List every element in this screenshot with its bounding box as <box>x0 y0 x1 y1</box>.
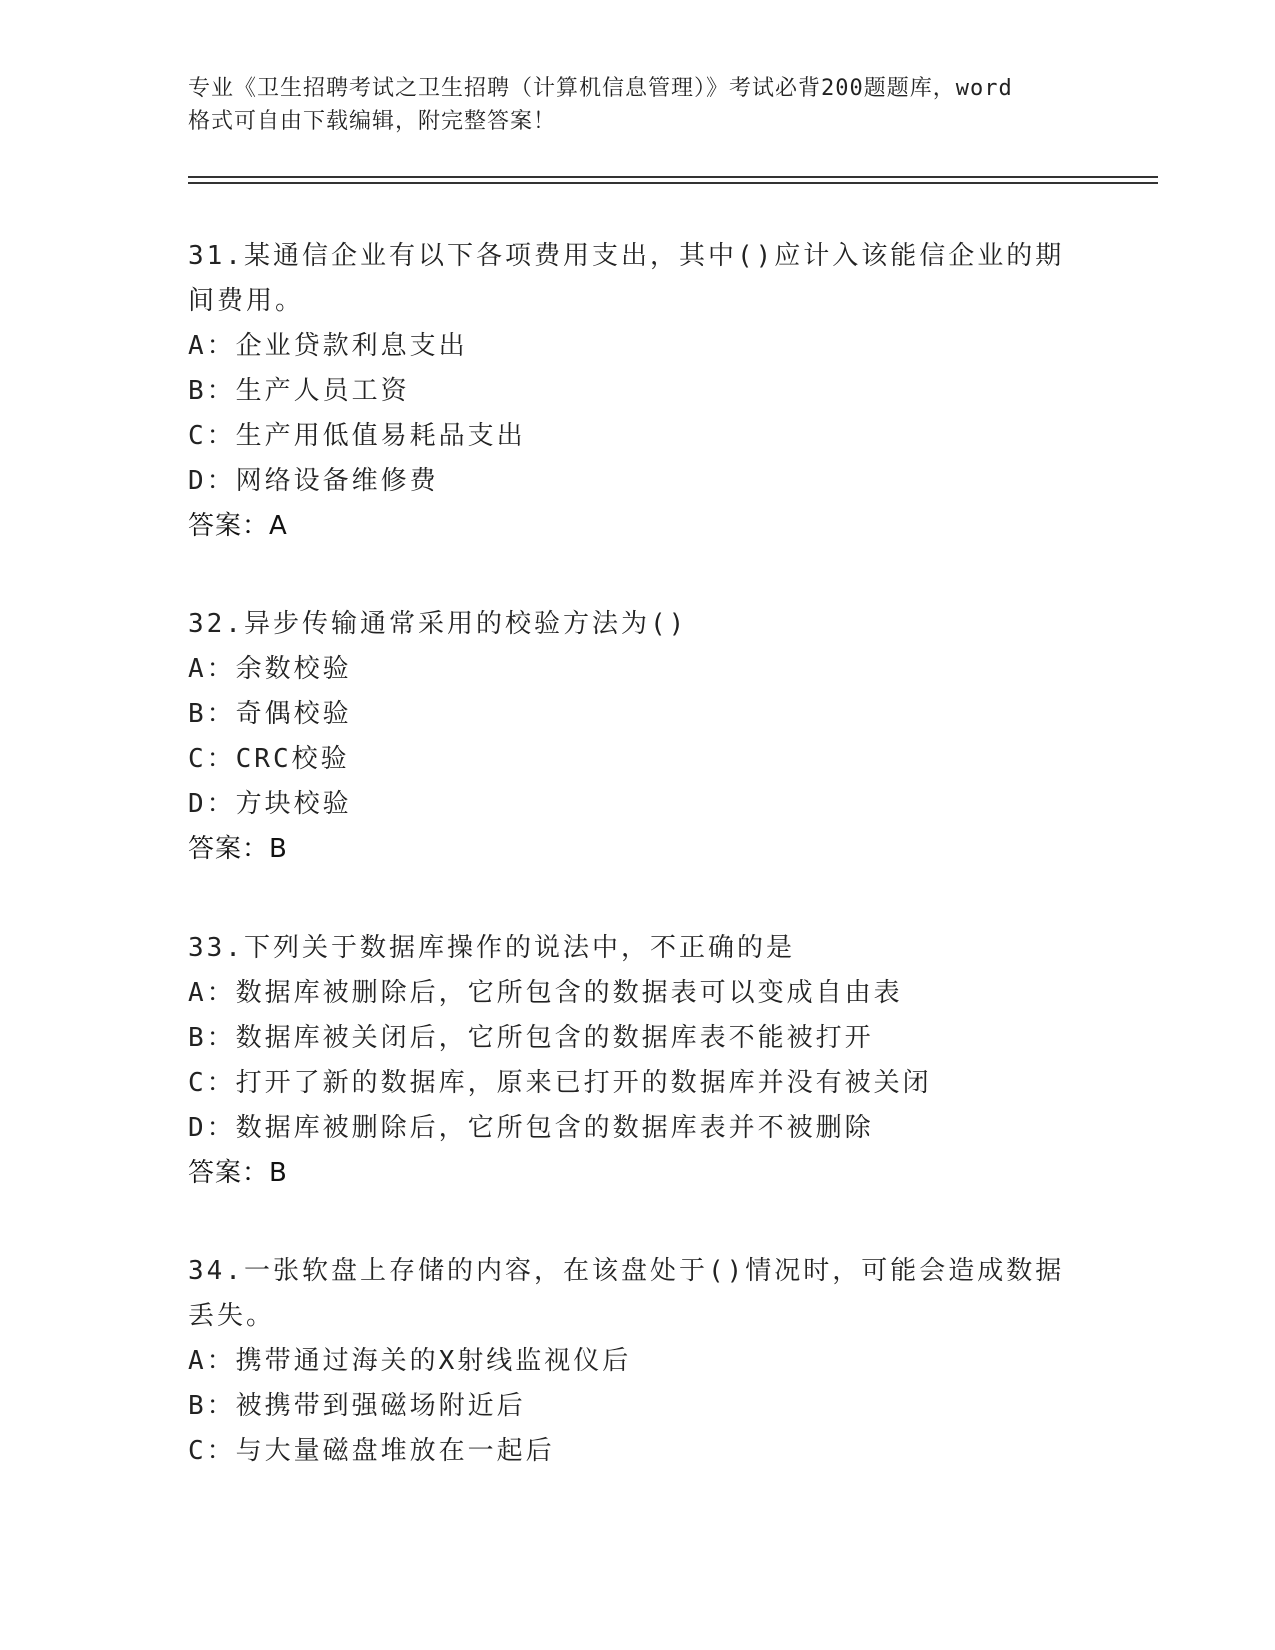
answer-label: 答案：B <box>188 834 288 864</box>
option-a: A：数据库被删除后，它所包含的数据表可以变成自由表 <box>188 978 903 1008</box>
question-32 <box>188 602 1088 872</box>
option-a: A：携带通过海关的X射线监视仪后 <box>188 1346 632 1376</box>
answer-label: 答案：B <box>188 1158 288 1188</box>
question-stem: 33.下列关于数据库操作的说法中，不正确的是 <box>188 933 795 963</box>
option-c: C：打开了新的数据库，原来已打开的数据库并没有被关闭 <box>188 1068 932 1098</box>
option-a: A：企业贷款利息支出 <box>188 331 468 361</box>
option-d: D：数据库被删除后，它所包含的数据库表并不被删除 <box>188 1113 874 1143</box>
option-c: C：与大量磁盘堆放在一起后 <box>188 1436 555 1466</box>
question-34 <box>188 1249 1088 1474</box>
option-d: D：方块校验 <box>188 789 352 819</box>
question-stem: 32.异步传输通常采用的校验方法为() <box>188 609 688 639</box>
option-d: D：网络设备维修费 <box>188 466 439 496</box>
header-line-2: 格式可自由下载编辑，附完整答案！ <box>188 109 557 134</box>
option-b: B：数据库被关闭后，它所包含的数据库表不能被打开 <box>188 1023 874 1053</box>
option-b: B：被携带到强磁场附近后 <box>188 1391 526 1421</box>
option-b: B：奇偶校验 <box>188 699 352 729</box>
question-stem: 34.一张软盘上存储的内容，在该盘处于()情况时，可能会造成数据丢失。 <box>188 1256 1065 1331</box>
question-31 <box>188 234 1088 549</box>
option-a: A：余数校验 <box>188 654 352 684</box>
header-line-1: 专业《卫生招聘考试之卫生招聘（计算机信息管理）》考试必背200题题库，word <box>188 76 1013 101</box>
question-33 <box>188 926 1088 1196</box>
document-header <box>188 72 1098 138</box>
header-divider-bottom <box>188 182 1158 184</box>
question-stem: 31.某通信企业有以下各项费用支出，其中()应计入该能信企业的期间费用。 <box>188 241 1065 316</box>
header-divider-top <box>188 176 1158 178</box>
option-c: C：CRC校验 <box>188 744 350 774</box>
option-c: C：生产用低值易耗品支出 <box>188 421 526 451</box>
option-b: B：生产人员工资 <box>188 376 410 406</box>
answer-label: 答案：A <box>188 511 288 541</box>
